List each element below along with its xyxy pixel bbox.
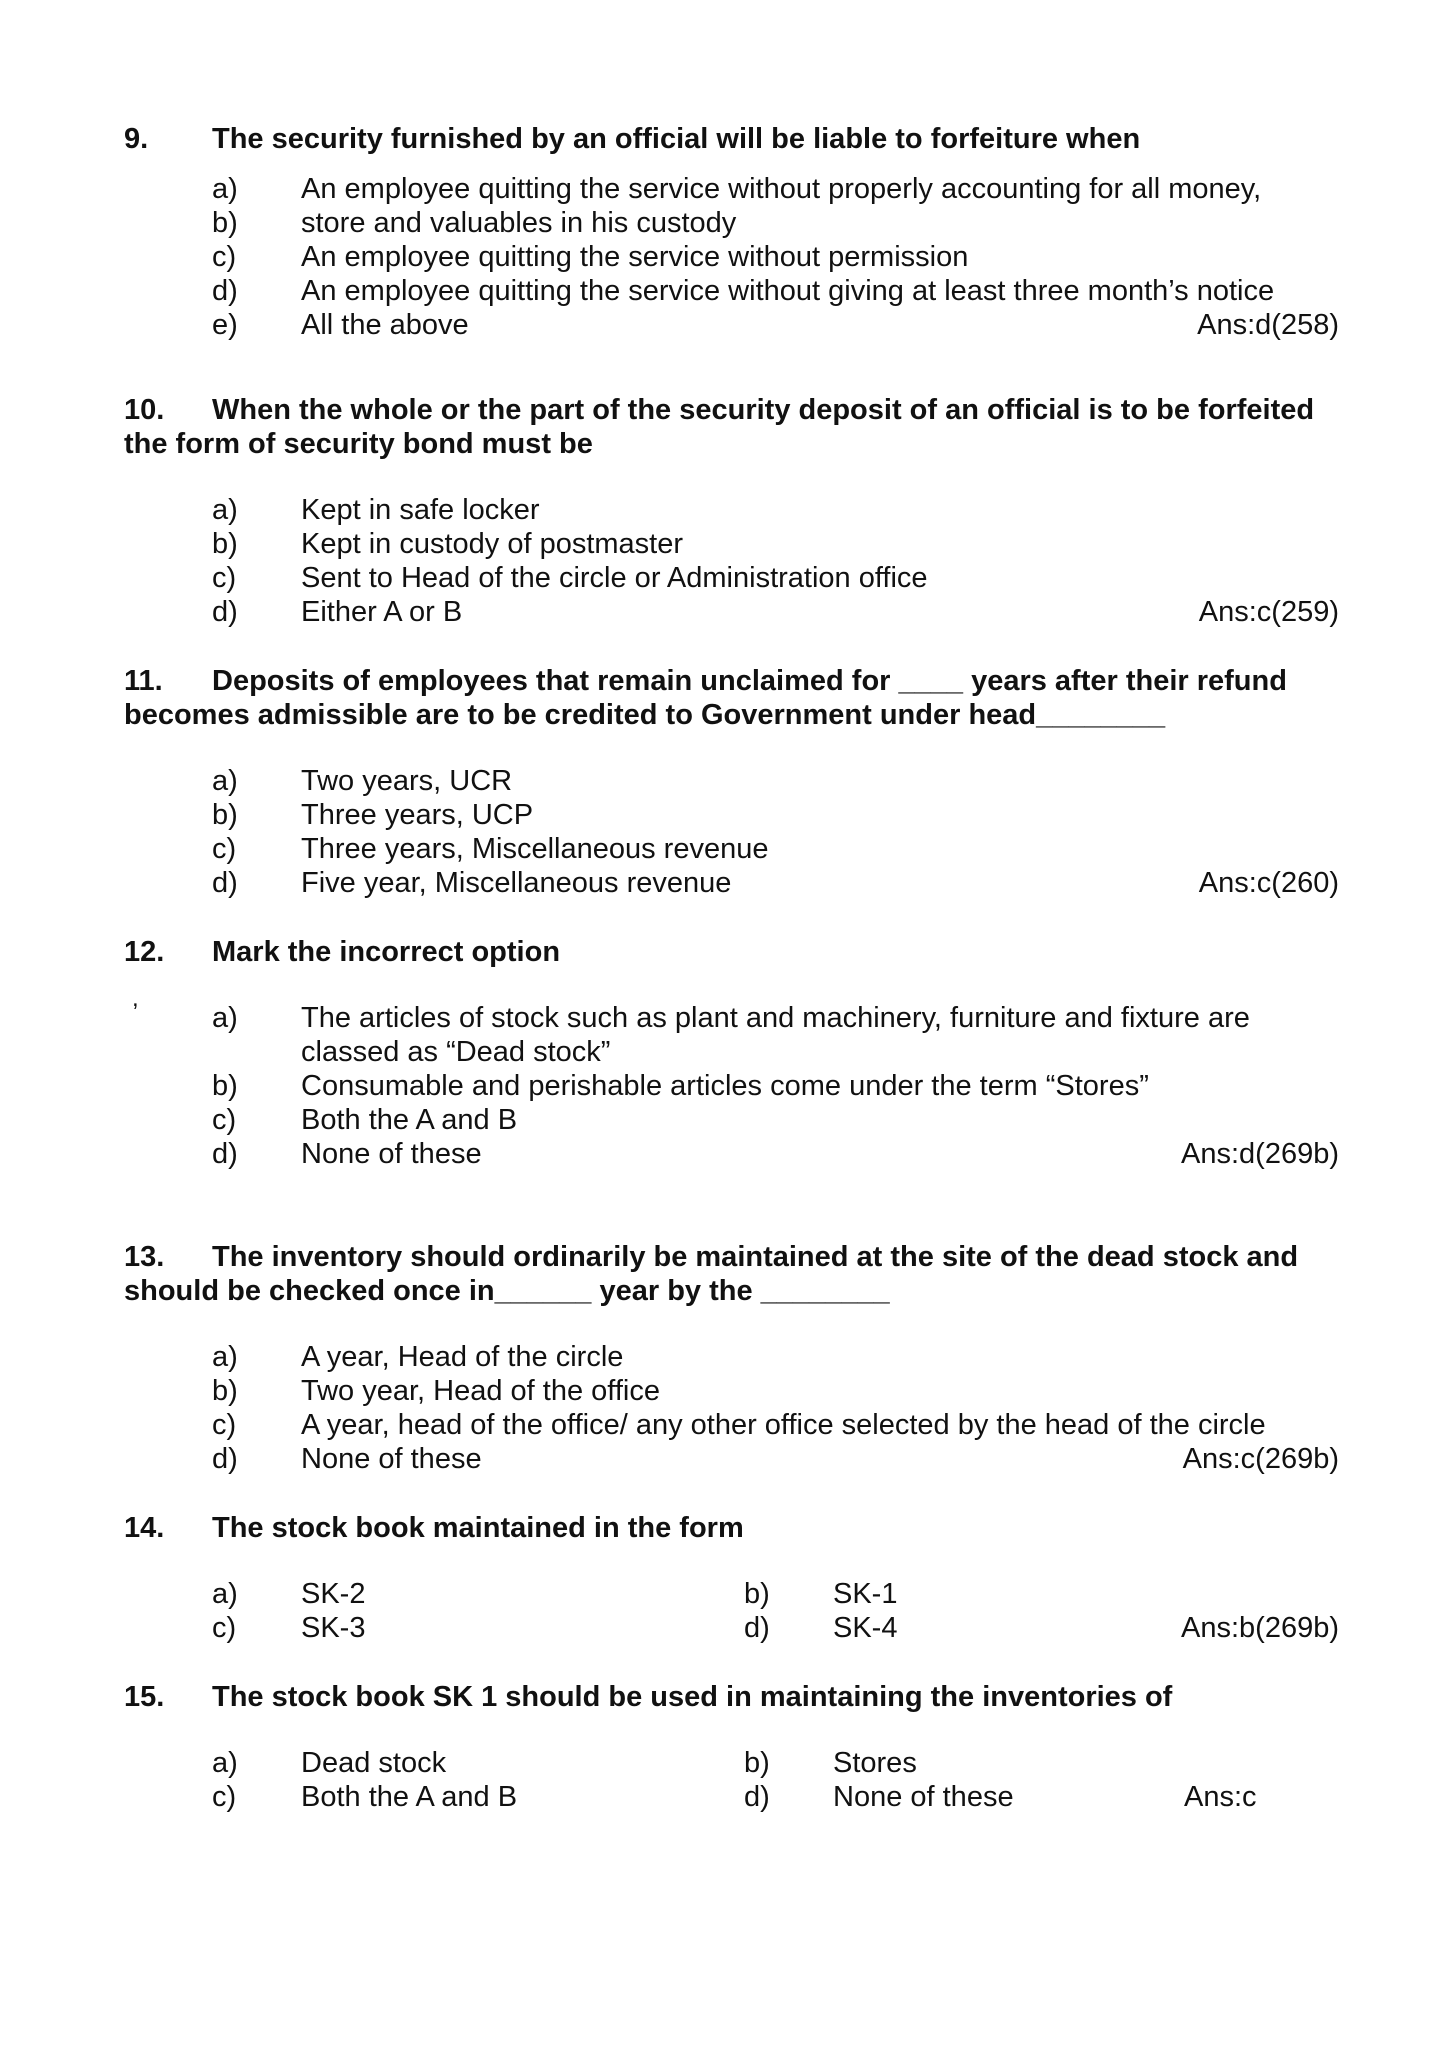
text: Three years, Miscellaneous revenue	[301, 833, 769, 865]
text: Consumable and perishable articles come under the term “Stores”	[301, 1070, 1149, 1102]
option-row	[124, 1577, 1339, 1611]
text: A year, head of the office/ any other office selected by the head of the circle	[301, 1409, 1266, 1441]
question-14	[124, 1511, 1339, 1645]
text: Two year, Head of the office	[301, 1375, 660, 1407]
answer-key: Ans:b(269b)	[1181, 1612, 1339, 1644]
option-b	[124, 1374, 1339, 1408]
text: c)	[212, 241, 237, 273]
answer-key: Ans:c	[1184, 1781, 1257, 1813]
text: All the above	[301, 309, 469, 341]
text: b)	[212, 207, 238, 239]
option-c	[124, 1103, 1339, 1137]
text: Either A or B	[301, 596, 463, 628]
option-b-text: Stores	[833, 1747, 917, 1779]
text: Sent to Head of the circle or Administration office	[301, 562, 928, 594]
text: c)	[212, 562, 237, 594]
text: Kept in custody of postmaster	[301, 528, 684, 560]
text: b)	[212, 799, 238, 831]
option-row	[124, 1746, 1339, 1780]
question-text: 13. The inventory should ordinarily be maintained at the site of the dead stock and should be checked once in______ year by the ________	[124, 1241, 1299, 1307]
option-b	[124, 1069, 1339, 1103]
text: An employee quitting the service without giving at least three month’s notice	[301, 275, 1275, 307]
option-d	[124, 1442, 1339, 1476]
option-b-label: b)	[744, 1578, 770, 1610]
text: b)	[212, 528, 238, 560]
text: Two years, UCR	[301, 765, 513, 797]
question-text: 10. When the whole or the part of the security deposit of an official is to be forfeited the form of security bond must be	[124, 394, 1315, 460]
option-a-label: a)	[212, 1747, 238, 1779]
question-text: 11. Deposits of employees that remain unclaimed for ____ years after their refund becomes admissible are to be credited to Government under head________	[124, 665, 1287, 731]
option-a	[124, 1001, 1339, 1069]
option-c	[124, 832, 1339, 866]
options-list	[124, 1577, 1339, 1645]
option-a-text: SK-2	[301, 1578, 366, 1610]
question-number: 13.	[124, 1241, 165, 1273]
question-number: 12.	[124, 936, 165, 968]
question-text: 12. Mark the incorrect option	[124, 936, 561, 968]
question-number: 15.	[124, 1681, 165, 1713]
question-number: 11.	[124, 665, 163, 697]
option-row	[124, 1780, 1339, 1814]
option-a	[124, 172, 1339, 206]
option-c-label: c)	[212, 1612, 237, 1644]
question-11	[124, 664, 1339, 900]
text: a)	[212, 173, 238, 205]
text: The articles of stock such as plant and machinery, furniture and fixture are classed as “Dead stock”	[301, 1002, 1250, 1068]
answer-key: Ans:c(269b)	[1182, 1443, 1339, 1475]
option-d	[124, 866, 1339, 900]
text: e)	[212, 309, 238, 341]
text: c)	[212, 833, 237, 865]
option-d	[124, 595, 1339, 629]
text: Five year, Miscellaneous revenue	[301, 867, 732, 899]
text: a)	[212, 1002, 238, 1034]
text: An employee quitting the service without permission	[301, 241, 969, 273]
option-a	[124, 764, 1339, 798]
options-list	[124, 764, 1339, 900]
question-9	[124, 122, 1339, 342]
option-c-text: SK-3	[301, 1612, 366, 1644]
text: d)	[212, 596, 238, 628]
text: Both the A and B	[301, 1104, 518, 1136]
text: d)	[212, 275, 238, 307]
text: Three years, UCP	[301, 799, 534, 831]
text: a)	[212, 494, 238, 526]
option-d-text: SK-4	[833, 1612, 898, 1644]
option-c-label: c)	[212, 1781, 237, 1813]
question-13	[124, 1240, 1339, 1476]
option-b	[124, 527, 1339, 561]
text: An employee quitting the service without properly accounting for all money,	[301, 173, 1262, 205]
option-e	[124, 308, 1339, 342]
question-text: 9. The security furnished by an official will be liable to forfeiture when	[124, 123, 1141, 155]
options-list	[124, 1746, 1339, 1814]
text: a)	[212, 765, 238, 797]
answer-key: Ans:d(269b)	[1181, 1138, 1339, 1170]
option-d-label: d)	[744, 1781, 770, 1813]
option-a-text: Dead stock	[301, 1747, 447, 1779]
answer-key: Ans:d(258)	[1197, 309, 1339, 341]
options-list	[124, 1340, 1339, 1476]
option-a	[124, 1340, 1339, 1374]
question-number: 14.	[124, 1512, 165, 1544]
option-d-text: None of these	[833, 1781, 1014, 1813]
answer-key: Ans:c(259)	[1198, 596, 1339, 628]
options-list	[124, 172, 1339, 342]
options-list	[124, 1001, 1339, 1171]
text: b)	[212, 1375, 238, 1407]
option-d	[124, 274, 1339, 308]
option-c	[124, 240, 1339, 274]
question-text: 15. The stock book SK 1 should be used in maintaining the inventories of	[124, 1681, 1173, 1713]
option-c-text: Both the A and B	[301, 1781, 518, 1813]
question-12	[124, 935, 1339, 1171]
text: c)	[212, 1104, 237, 1136]
option-a	[124, 493, 1339, 527]
text: c)	[212, 1409, 237, 1441]
stray-mark: ,	[132, 985, 139, 1012]
option-b	[124, 206, 1339, 240]
text: Kept in safe locker	[301, 494, 540, 526]
option-d	[124, 1137, 1339, 1171]
text: b)	[212, 1070, 238, 1102]
question-text: 14. The stock book maintained in the form	[124, 1512, 744, 1544]
option-c	[124, 561, 1339, 595]
text: d)	[212, 1138, 238, 1170]
option-b	[124, 798, 1339, 832]
question-15	[124, 1680, 1339, 1814]
answer-key: Ans:c(260)	[1198, 867, 1339, 899]
question-number: 10.	[124, 394, 165, 426]
question-10	[124, 393, 1339, 629]
option-d-label: d)	[744, 1612, 770, 1644]
text: store and valuables in his custody	[301, 207, 737, 239]
options-list	[124, 493, 1339, 629]
text: A year, Head of the circle	[301, 1341, 624, 1373]
text: d)	[212, 1443, 238, 1475]
option-c	[124, 1408, 1339, 1442]
option-b-text: SK-1	[833, 1578, 898, 1610]
text: None of these	[301, 1138, 482, 1170]
text: None of these	[301, 1443, 482, 1475]
question-number: 9.	[124, 123, 149, 155]
text: d)	[212, 867, 238, 899]
option-b-label: b)	[744, 1747, 770, 1779]
option-row	[124, 1611, 1339, 1645]
text: a)	[212, 1341, 238, 1373]
option-a-label: a)	[212, 1578, 238, 1610]
